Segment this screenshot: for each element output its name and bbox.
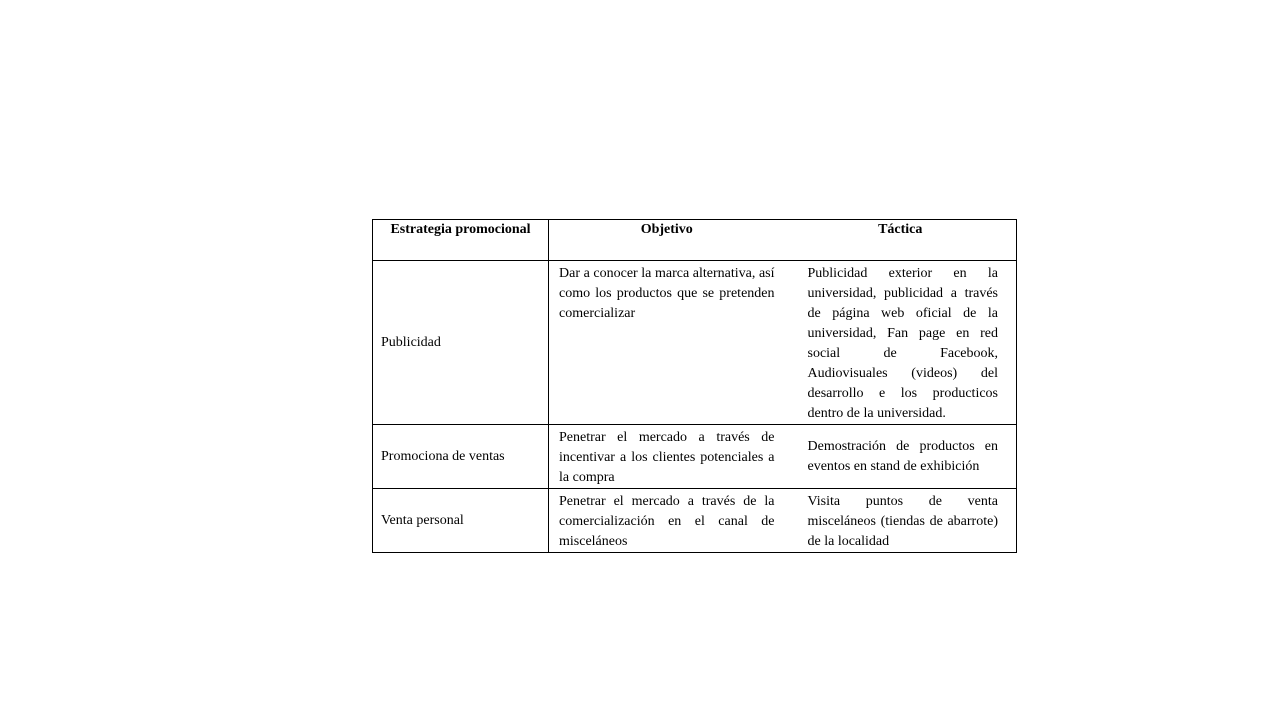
header-strategy: Estrategia promocional (373, 220, 549, 261)
strategy-cell: Publicidad (373, 261, 549, 425)
promotional-strategy-table (372, 219, 1017, 553)
strategy-cell: Venta personal (373, 489, 549, 553)
tactic-cell: Publicidad exterior en la universidad, publicidad a través de página web oficial de la universidad, Fan page en red social de Facebook, Audiovisuales (videos) del desarrollo e los producticos dentro de la universidad. (785, 261, 1017, 425)
strategy-cell: Promociona de ventas (373, 425, 549, 489)
header-objective: Objetivo (549, 220, 785, 261)
objective-cell: Dar a conocer la marca alternativa, así como los productos que se pretenden comercializar (549, 261, 785, 425)
table-row (373, 489, 1017, 553)
tactic-cell: Demostración de productos en eventos en stand de exhibición (785, 425, 1017, 489)
objective-cell: Penetrar el mercado a través de la comercialización en el canal de misceláneos (559, 494, 775, 549)
tactic-cell: Visita puntos de venta misceláneos (tiendas de abarrote) de la localidad (807, 494, 998, 549)
table-row (373, 425, 1017, 489)
table-header-row (373, 220, 1017, 261)
table-row (373, 261, 1017, 425)
header-tactic: Táctica (785, 220, 1017, 261)
objective-cell: Penetrar el mercado a través de incentivar a los clientes potenciales a la compra (549, 425, 785, 489)
